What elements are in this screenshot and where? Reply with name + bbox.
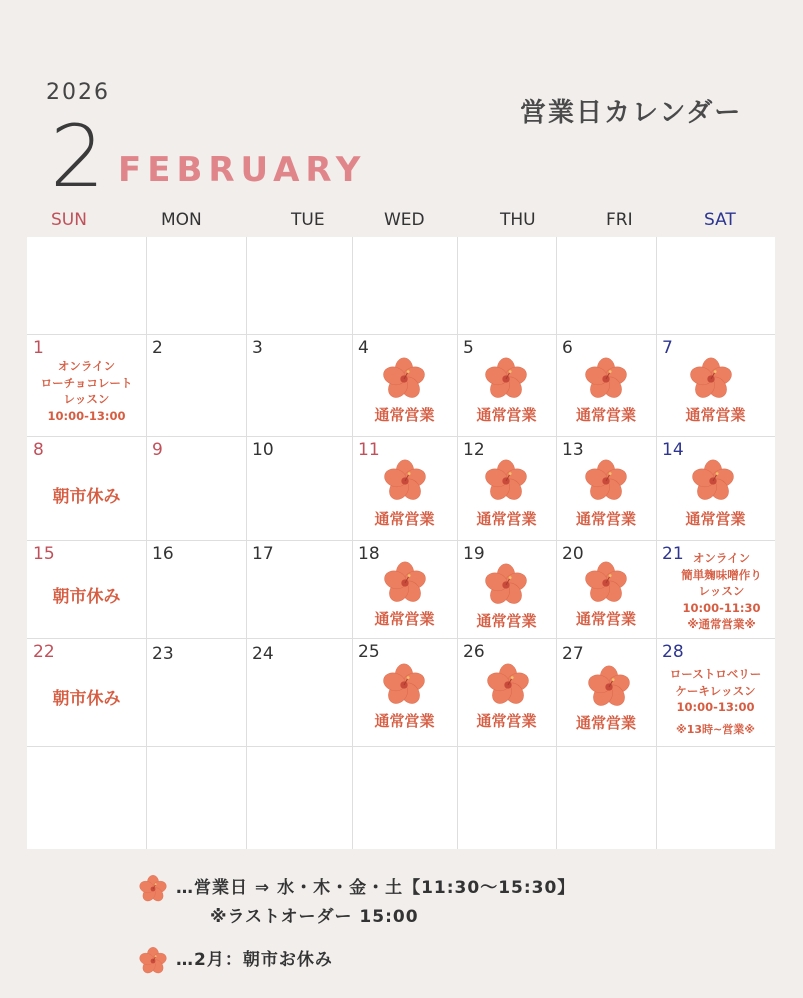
day-cell-2[interactable]	[146, 334, 246, 436]
day-cell-12[interactable]	[457, 436, 556, 540]
hibiscus-flower-icon	[381, 356, 427, 402]
day-number: 6	[562, 338, 573, 358]
day-cell-25[interactable]	[352, 638, 457, 746]
day-number: 16	[152, 544, 174, 564]
day-cell-5[interactable]	[457, 334, 556, 436]
open-label: 通常営業	[575, 406, 636, 424]
day-number: 18	[358, 544, 380, 564]
hibiscus-flower-icon	[138, 946, 168, 976]
day-cell-11[interactable]	[352, 436, 457, 540]
open-label: 通常営業	[374, 712, 435, 730]
hibiscus-flower-icon	[485, 662, 531, 708]
day-number: 15	[33, 544, 55, 564]
day-number: 4	[358, 338, 369, 358]
day-cell-8[interactable]	[27, 436, 146, 540]
hibiscus-flower-icon	[690, 458, 736, 504]
day-cell-4[interactable]	[352, 334, 457, 436]
hibiscus-flower-icon	[382, 458, 428, 504]
day-number: 17	[252, 544, 274, 564]
hibiscus-flower-icon	[583, 560, 629, 606]
hibiscus-flower-icon	[583, 356, 629, 402]
hibiscus-flower-icon	[138, 874, 168, 904]
day-number: 24	[252, 644, 274, 664]
day-number: 26	[463, 642, 485, 662]
hibiscus-flower-icon	[586, 664, 632, 710]
day-number: 10	[252, 440, 274, 460]
day-cell-21[interactable]	[656, 540, 775, 638]
day-number: 25	[358, 642, 380, 662]
day-cell-26[interactable]	[457, 638, 556, 746]
open-label: 通常営業	[575, 714, 636, 732]
open-label: 通常営業	[374, 406, 435, 424]
closed-label: 朝市休み	[52, 587, 121, 607]
open-label: 通常営業	[685, 406, 746, 424]
day-cell-16[interactable]	[146, 540, 246, 638]
closed-label: 朝市休み	[52, 487, 121, 507]
hibiscus-flower-icon	[583, 458, 629, 504]
year: 2026	[46, 80, 110, 105]
closed-label: 朝市休み	[52, 689, 121, 709]
day-number: 22	[33, 642, 55, 662]
day-cell-22[interactable]	[27, 638, 146, 746]
open-label: 通常営業	[476, 712, 537, 730]
hibiscus-flower-icon	[381, 662, 427, 708]
day-number: 1	[33, 338, 44, 358]
day-number: 13	[562, 440, 584, 460]
hibiscus-flower-icon	[688, 356, 734, 402]
grid-line	[27, 746, 775, 747]
legend-market-closed	[138, 946, 333, 976]
weekday-mon: MON	[161, 210, 202, 230]
event-text: ローストロベリー ケーキレッスン 10:00-13:00 ※13時~営業※	[669, 667, 762, 736]
day-number: 11	[358, 440, 380, 460]
day-number: 19	[463, 544, 485, 564]
day-number: 3	[252, 338, 263, 358]
legend-text: …営業日 ⇒ 水・木・金・土【11:30〜15:30】 ※ラストオーダー 15:00	[176, 878, 576, 927]
legend-open-days	[138, 874, 575, 932]
open-label: 通常営業	[476, 510, 537, 528]
day-number: 14	[662, 440, 684, 460]
hibiscus-flower-icon	[483, 458, 529, 504]
month-name: FEBRUARY	[118, 150, 367, 190]
day-number: 5	[463, 338, 474, 358]
weekday-sat: SAT	[704, 210, 736, 230]
day-number: 21	[662, 544, 684, 564]
calendar-grid	[27, 237, 775, 849]
day-number: 20	[562, 544, 584, 564]
open-label: 通常営業	[374, 510, 435, 528]
hibiscus-flower-icon	[382, 560, 428, 606]
day-cell-9[interactable]	[146, 436, 246, 540]
day-cell-13[interactable]	[556, 436, 656, 540]
day-cell-19[interactable]	[457, 540, 556, 638]
day-number: 23	[152, 644, 174, 664]
month-number: 2	[50, 107, 105, 207]
open-label: 通常営業	[374, 610, 435, 628]
day-cell-27[interactable]	[556, 638, 656, 746]
weekday-wed: WED	[384, 210, 425, 230]
day-cell-24[interactable]	[246, 638, 352, 746]
day-cell-6[interactable]	[556, 334, 656, 436]
page-title: 営業日カレンダー	[520, 98, 743, 128]
day-cell-17[interactable]	[246, 540, 352, 638]
day-cell-1[interactable]	[27, 334, 146, 436]
event-text: オンライン ローチョコレート レッスン 10:00-13:00	[40, 359, 133, 423]
hibiscus-flower-icon	[483, 356, 529, 402]
day-number: 7	[662, 338, 673, 358]
legend-text: …2月：朝市お休み	[176, 950, 333, 970]
day-number: 12	[463, 440, 485, 460]
day-number: 8	[33, 440, 44, 460]
day-cell-23[interactable]	[146, 638, 246, 746]
hibiscus-flower-icon	[483, 562, 529, 608]
weekday-thu: THU	[500, 210, 536, 230]
day-number: 9	[152, 440, 163, 460]
day-cell-20[interactable]	[556, 540, 656, 638]
day-cell-3[interactable]	[246, 334, 352, 436]
open-label: 通常営業	[575, 610, 636, 628]
open-label: 通常営業	[685, 510, 746, 528]
day-cell-15[interactable]	[27, 540, 146, 638]
open-label: 通常営業	[476, 612, 537, 630]
weekday-tue: TUE	[291, 210, 325, 230]
day-cell-14[interactable]	[656, 436, 775, 540]
weekday-sun: SUN	[51, 210, 87, 230]
open-label: 通常営業	[476, 406, 537, 424]
day-number: 28	[662, 642, 684, 662]
open-label: 通常営業	[575, 510, 636, 528]
day-cell-18[interactable]	[352, 540, 457, 638]
weekday-fri: FRI	[606, 210, 633, 230]
day-number: 2	[152, 338, 163, 358]
day-cell-7[interactable]	[656, 334, 775, 436]
day-number: 27	[562, 644, 584, 664]
event-text: オンライン 簡単麹味噌作り レッスン 10:00-11:30 ※通常営業※	[681, 551, 762, 631]
day-cell-10[interactable]	[246, 436, 352, 540]
day-cell-28[interactable]	[656, 638, 775, 746]
